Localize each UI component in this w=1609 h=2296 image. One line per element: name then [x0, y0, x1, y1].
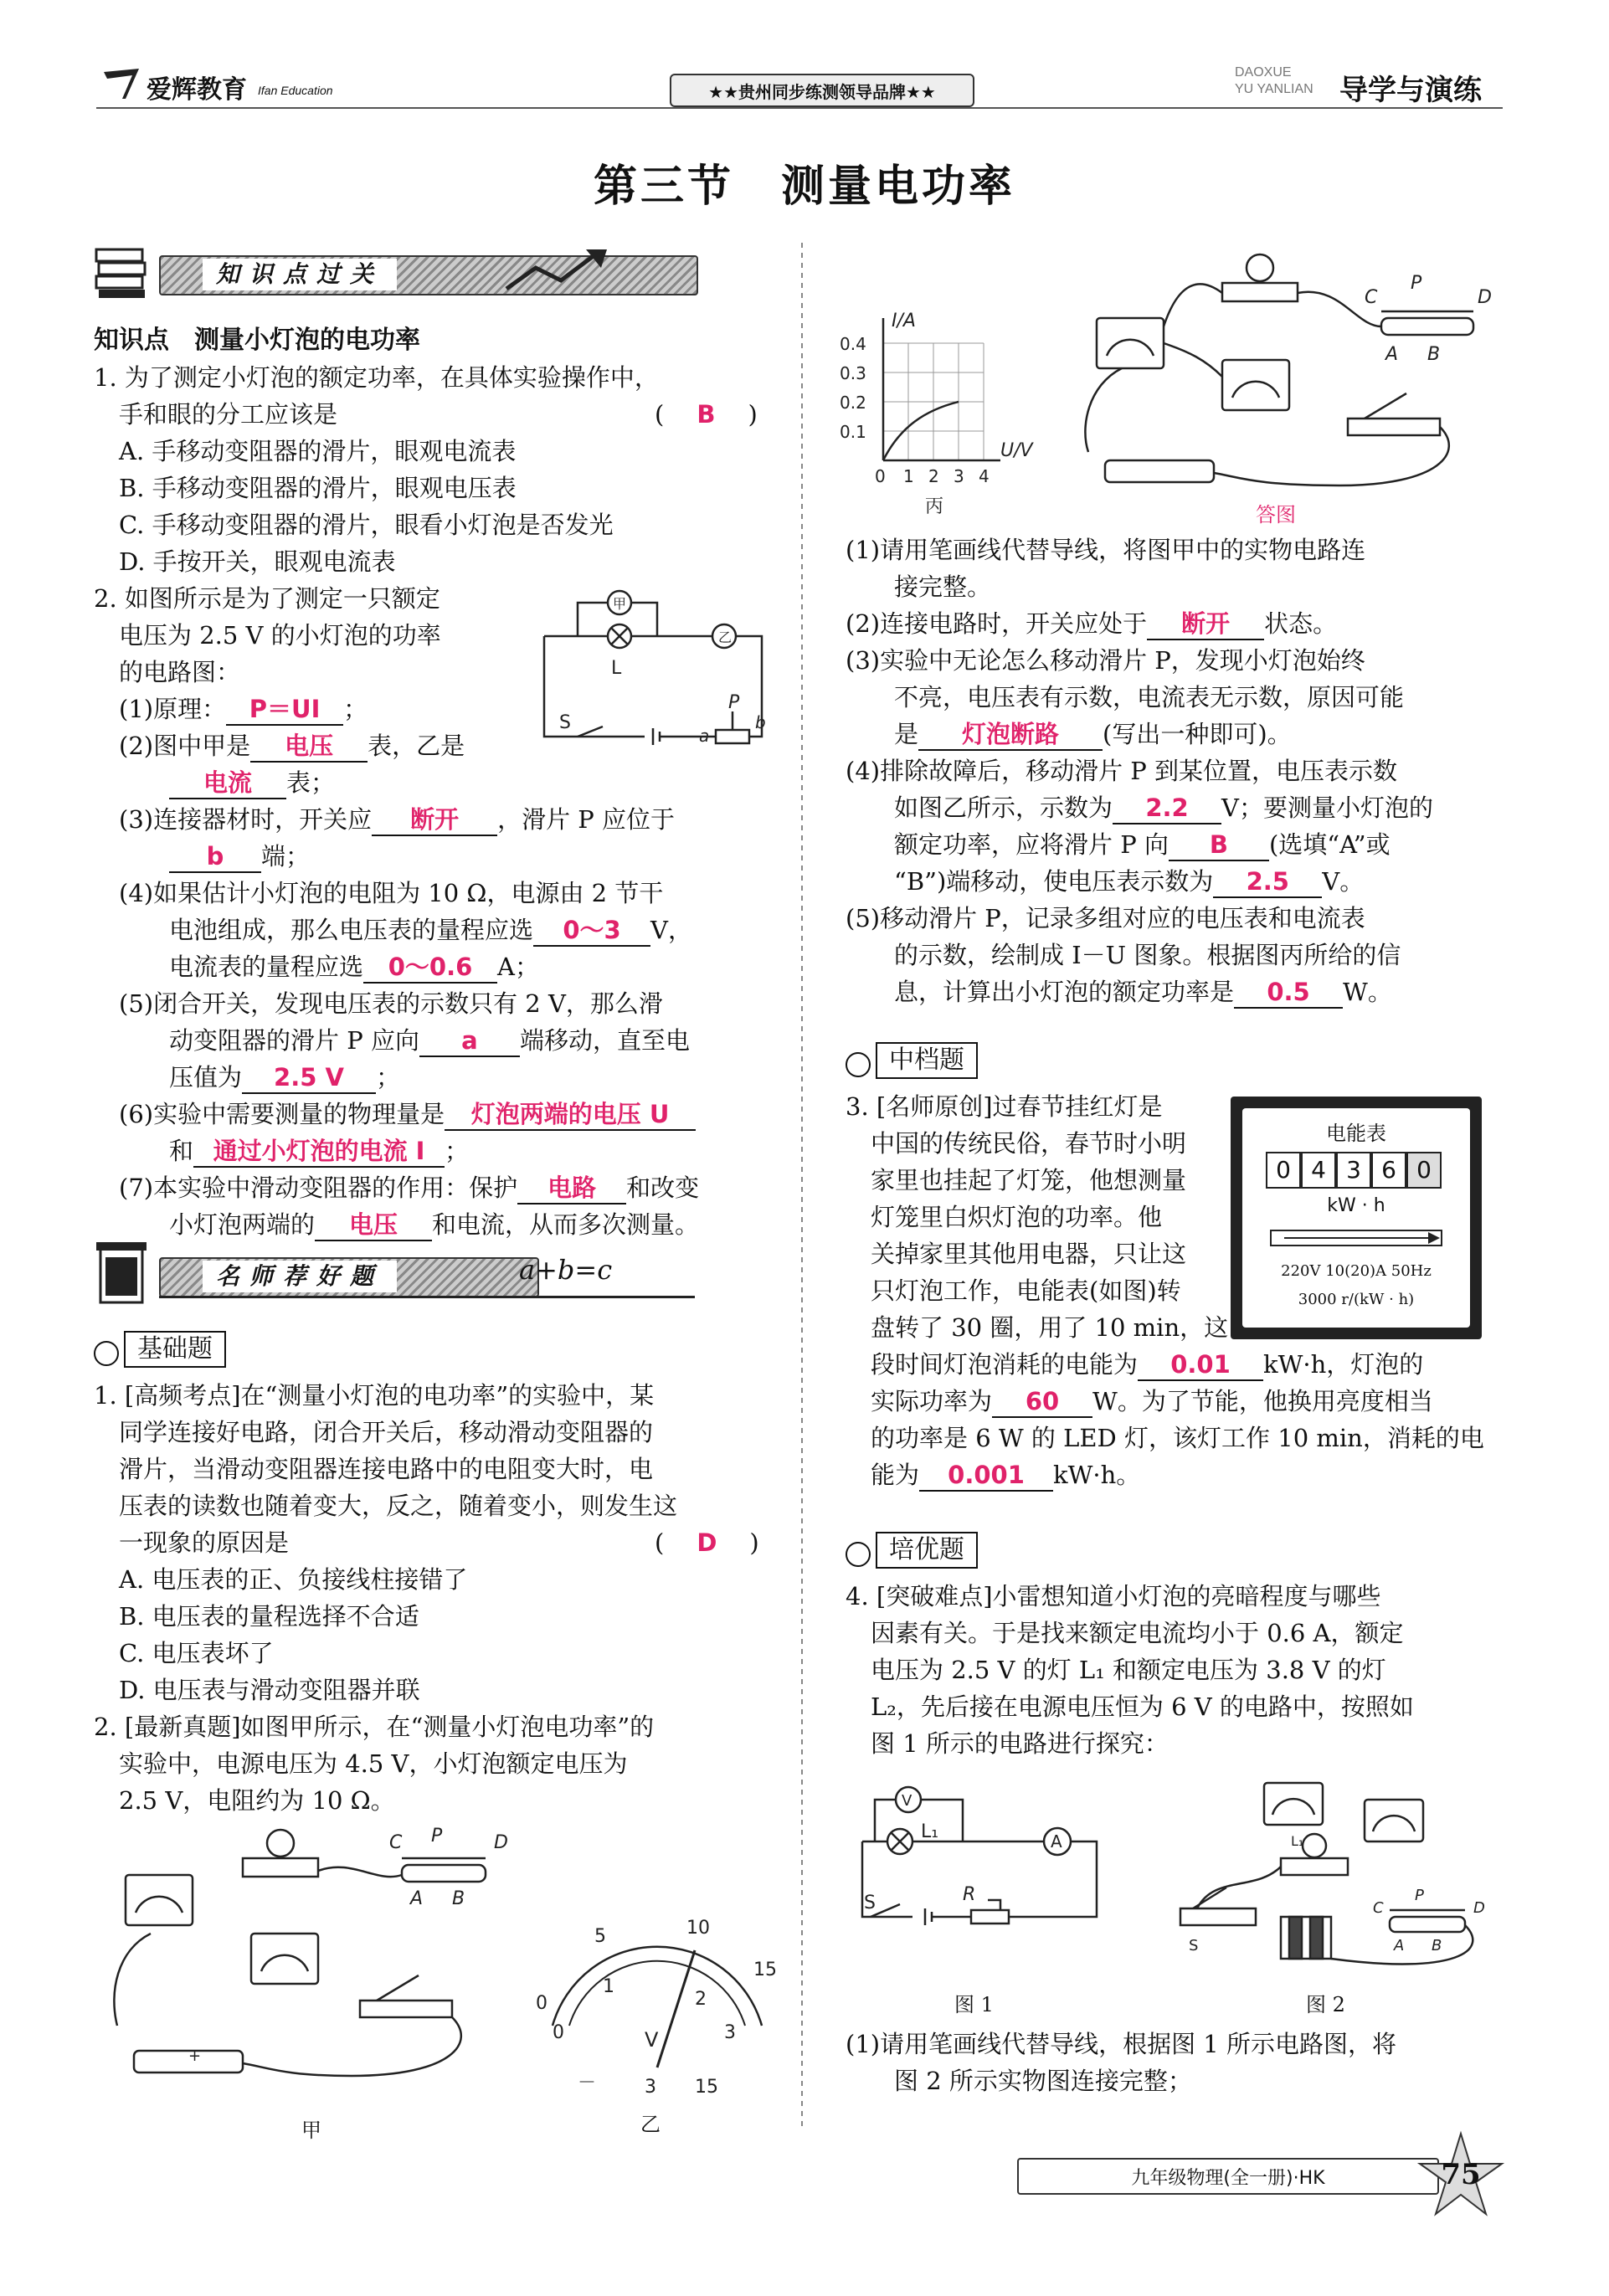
right-column-q4-s1 — [846, 2026, 1532, 2099]
svg-text:C: C — [389, 1832, 403, 1853]
lightbulb-icon — [846, 1052, 871, 1077]
rq2-s4-line2 — [846, 789, 1515, 826]
left-column-bottom — [94, 1377, 763, 1819]
kp-q2-s5-pre2: 压值为 — [169, 1063, 243, 1091]
kp-q2-s6-line2 — [94, 1133, 763, 1169]
kp-q2-s6-pre: (6)实验中需要测量的物理量是 — [119, 1100, 445, 1128]
svg-text:S: S — [1189, 1937, 1199, 1954]
right-column-q4 — [846, 1578, 1532, 1762]
svg-text:10: 10 — [686, 1918, 710, 1939]
rq4-line5: 图 1 所示的电路进行探究： — [871, 1729, 1169, 1758]
basic-q1-answer: D — [697, 1528, 717, 1557]
rq3-line11 — [846, 1456, 1532, 1493]
rq3-answer1: 0.01 — [1138, 1349, 1263, 1381]
basic-tag — [94, 1331, 226, 1368]
kp-q2-s5-post2: ； — [376, 1063, 401, 1091]
rq2-s5-line1: (5)移动滑片 P，记录多组对应的电压表和电流表 — [846, 904, 1365, 932]
rq2-s5-pre: 息，计算出小灯泡的额定功率是 — [894, 978, 1235, 1006]
basic-q1-option-a: A. 电压表的正、负接线柱接错了 — [119, 1565, 468, 1594]
rq2-s4-post: V；要测量小灯泡的 — [1221, 794, 1433, 822]
teacher-banner-label: 名师荐好题 — [203, 1261, 397, 1292]
svg-text:a: a — [699, 726, 710, 746]
svg-text:V: V — [902, 1792, 912, 1810]
kp-q2-s7-post: 和改变 — [626, 1174, 700, 1202]
rq2-s2 — [846, 605, 1515, 642]
rq2-s4-line4 — [846, 863, 1515, 900]
kp-q2-s5-post: 端移动，直至电 — [519, 1026, 690, 1055]
kp-q2-line3: 的电路图： — [119, 658, 241, 686]
svg-text:A: A — [410, 1888, 424, 1909]
kp-q2-s3-answer: 断开 — [372, 804, 497, 836]
kp-q2-s4-pre2: 电流表的量程应选 — [169, 953, 364, 981]
kp-q2-s4-post2: A； — [497, 953, 539, 981]
basic-q2-line1: 2. [最新真题]如图甲所示，在“测量小灯泡电功率”的 — [94, 1713, 655, 1741]
kp-q2-s3-pre: (3)连接器材时，开关应 — [119, 805, 373, 834]
rq3-line6: 只灯泡工作，电能表(如图)转 — [871, 1276, 1181, 1305]
figure-yi-voltmeter — [519, 1900, 787, 2101]
rq4-line4: L₂，先后接在电源电压恒为 6 V 的电路中，按照如 — [871, 1692, 1414, 1721]
graph-bing — [833, 310, 1051, 527]
trash-can-icon — [92, 1239, 151, 1306]
basic-q1-line1: 1. [高频考点]在“测量小灯泡的电功率”的实验中，某 — [94, 1381, 655, 1410]
svg-text:3: 3 — [645, 2077, 656, 2098]
svg-text:B: B — [1427, 344, 1441, 365]
left-column-top — [94, 322, 763, 1243]
kp-q2-s5-line1: (5)闭合开关，发现电压表的示数只有 2 V，那么滑 — [119, 989, 663, 1018]
kp-q2-s7-line2 — [94, 1206, 763, 1243]
svg-text:D: D — [1473, 1899, 1485, 1917]
kp-q2-s3-answer2: b — [169, 841, 261, 873]
page-title: 第三节 测量电功率 — [593, 162, 1015, 212]
energy-meter-face — [1242, 1108, 1470, 1328]
figure-jia-apparatus — [100, 1825, 519, 2109]
svg-text:0: 0 — [553, 2022, 564, 2043]
svg-text:P: P — [1411, 273, 1422, 294]
kp-q1-option-c: C. 手移动变阻器的滑片，眼看小灯泡是否发光 — [119, 511, 614, 539]
energy-meter — [1231, 1097, 1482, 1339]
svg-text:D: D — [494, 1832, 508, 1853]
kp-q2-s7-answer: 电路 — [517, 1173, 626, 1205]
svg-text:S: S — [559, 712, 571, 733]
svg-text:15: 15 — [695, 2077, 718, 2098]
rq3-line5: 关掉家里其他用电器，只让这 — [871, 1240, 1187, 1268]
rq2-s3-pre: 是 — [894, 720, 919, 748]
svg-text:0: 0 — [536, 1993, 547, 2014]
graph-xtick-2: 2 — [928, 466, 939, 486]
kp-q2-s4-line3 — [94, 948, 763, 985]
rq2-s5-line3 — [846, 973, 1515, 1010]
svg-text:D: D — [1478, 287, 1492, 308]
svg-text:P: P — [431, 1826, 443, 1847]
svg-text:L₁: L₁ — [1291, 1833, 1304, 1849]
kp-q2-s4-post: V， — [650, 916, 692, 944]
lightbulb-icon — [846, 1542, 871, 1567]
kp-q1-option-d: D. 手按开关，眼观电流表 — [119, 547, 396, 576]
top-tag — [846, 1532, 978, 1569]
meter-unit: kW · h — [1327, 1195, 1385, 1216]
rq2-s3-line2: 不亮，电压表有示数，电流表无示数，原因可能 — [894, 683, 1405, 711]
svg-text:5: 5 — [594, 1926, 606, 1947]
kp-q2-s5-line3 — [94, 1059, 763, 1096]
basic-q2-line2: 实验中，电源电压为 4.5 V，小灯泡额定电压为 — [119, 1749, 628, 1778]
kp-q2-s4-line1: (4)如果估计小灯泡的电阻为 10 Ω，电源由 2 节干 — [119, 879, 664, 907]
kp-q2-s5-answer2: 2.5 V — [242, 1062, 376, 1094]
kp-q2-s1-post: ； — [343, 695, 368, 723]
right-column-top — [846, 532, 1515, 1010]
kp-q2-s6-line1 — [94, 1096, 763, 1133]
kp-q2-s4-pre: 电池组成，那么电压表的量程应选 — [169, 916, 534, 944]
svg-text:乙: 乙 — [718, 629, 733, 645]
kp-q1-option-b: B. 手移动变阻器的滑片，眼观电压表 — [119, 474, 517, 502]
rq2-s5-post: W。 — [1343, 978, 1392, 1006]
page-number: 75 — [1441, 2158, 1481, 2191]
kp-q2-s5-line2 — [94, 1022, 763, 1059]
meter-digit-3: 3 — [1336, 1152, 1371, 1189]
svg-text:2: 2 — [695, 1989, 707, 2010]
mid-tag — [846, 1042, 978, 1079]
svg-text:R: R — [963, 1884, 976, 1905]
series-en-2: YU YANLIAN — [1235, 82, 1313, 96]
basic-q2-line3: 2.5 V，电阻约为 10 Ω。 — [119, 1786, 395, 1815]
kp-q1-line1: 1. 为了测定小灯泡的额定功率，在具体实验操作中， — [94, 363, 659, 392]
answer-figure-caption: 答图 — [1256, 503, 1296, 526]
svg-text:A: A — [1051, 1831, 1062, 1852]
basic-q1-line4: 压表的读数也随着变大，反之，随着变小，则发生这 — [119, 1492, 678, 1520]
rq2-s4-answer: 2.2 — [1113, 793, 1221, 824]
rq3-post3: kW·h。 — [1053, 1461, 1141, 1489]
svg-text:B: B — [1432, 1937, 1442, 1954]
meter-digit-1: 0 — [1266, 1152, 1301, 1189]
rq3-line2: 中国的传统民俗，春节时小明 — [871, 1129, 1187, 1158]
kp-q1-bracket: ( B ) — [655, 400, 758, 429]
kp-q1-option-a: A. 手移动变阻器的滑片，眼观电流表 — [119, 437, 517, 465]
answer-figure-apparatus — [1072, 251, 1507, 502]
graph-xtick-0: 0 — [875, 466, 886, 486]
kp-q2-s3 — [94, 801, 763, 838]
rq3-answer2: 60 — [992, 1386, 1092, 1418]
svg-text:P: P — [728, 692, 740, 713]
kp-q2-s2-answer: 电压 — [250, 731, 368, 763]
graph-ytick-0-2: 0.2 — [840, 393, 866, 413]
kp-q2-s7-answer2: 电压 — [315, 1210, 432, 1241]
rq2-s2-answer: 断开 — [1147, 609, 1264, 640]
svg-text:S: S — [864, 1893, 876, 1913]
slogan-badge: ★★贵州同步练测领导品牌★★ — [670, 74, 974, 107]
basic-q1-option-b: B. 电压表的量程选择不合适 — [119, 1602, 419, 1631]
rq2-s4-pre3: “B”)端移动，使电压表示数为 — [894, 867, 1214, 896]
figure-2-apparatus — [1164, 1766, 1498, 1984]
graph-ylabel: I/A — [892, 311, 916, 331]
rq3-post2: W。为了节能，他换用亮度相当 — [1092, 1387, 1433, 1415]
brand-name-en: Ifan Education — [258, 84, 333, 97]
figure-1-caption: 图 1 — [954, 1993, 994, 2016]
graph-ytick-0-4: 0.4 — [840, 334, 866, 354]
series-title: 导学与演练 — [1339, 74, 1482, 107]
rq2-s4-pre2: 额定功率，应将滑片 P 向 — [894, 830, 1169, 859]
kp-q2-s2-post: 表； — [286, 768, 336, 797]
kp-q2-s5-pre: 动变阻器的滑片 P 应向 — [169, 1026, 419, 1055]
rq4-line1: 4. [突破难点]小雷想知道小灯泡的亮暗程度与哪些 — [846, 1582, 1381, 1610]
kp-q2-s7-post2: 和电流，从而多次测量。 — [432, 1210, 700, 1239]
column-divider — [801, 243, 803, 2126]
svg-text:A: A — [1394, 1937, 1405, 1954]
lightbulb-icon — [94, 1341, 119, 1366]
svg-text:A: A — [1385, 344, 1399, 365]
svg-text:15: 15 — [753, 1960, 777, 1980]
graph-ytick-0-1: 0.1 — [840, 422, 866, 442]
figure-jia-caption: 甲 — [301, 2119, 321, 2142]
meter-spec2: 3000 r/(kW · h) — [1298, 1291, 1415, 1308]
rq3-pre3: 能为 — [871, 1461, 920, 1489]
kp-q2-s1-pre: (1)原理： — [119, 695, 227, 723]
kp-q2-s3-mid: ，滑片 P 应位于 — [497, 805, 676, 834]
formula-label: a+b=c — [519, 1254, 613, 1286]
kp-q2-line2: 电压为 2.5 V 的小灯泡的功率 — [119, 621, 441, 650]
rq3-line4: 灯笼里白炽灯泡的功率。他 — [871, 1203, 1163, 1231]
rq2-s3-line1: (3)实验中无论怎么移动滑片 P，发现小灯泡始终 — [846, 646, 1365, 675]
svg-text:b: b — [755, 712, 766, 732]
kp-q2-s2b — [94, 764, 763, 801]
meter-digit-2: 4 — [1301, 1152, 1336, 1189]
kp-q2-s6-pre2: 和 — [169, 1137, 194, 1165]
footer-book-label: 九年级物理(全一册)·HK — [1017, 2158, 1439, 2195]
rq3-post1: kW·h，灯泡的 — [1263, 1350, 1424, 1379]
figure-1-circuit — [846, 1775, 1122, 1975]
svg-text:3: 3 — [724, 2022, 736, 2043]
series-en-1: DAOXUE — [1235, 65, 1292, 80]
kp-q1-line2 — [94, 396, 763, 433]
trend-arrow-icon — [502, 243, 619, 293]
rq2-s2-pre: (2)连接电路时，开关应处于 — [846, 609, 1148, 638]
kp-q2-s6-answer: 灯泡两端的电压 U — [445, 1099, 696, 1131]
rq2-s4-line3 — [846, 826, 1515, 863]
kp-q2-s2-answer2: 电流 — [169, 768, 286, 799]
basic-q1-option-d: D. 电压表与滑动变阻器并联 — [119, 1676, 420, 1704]
rq4-s1-line1: (1)请用笔画线代替导线，根据图 1 所示电路图，将 — [846, 2030, 1396, 2058]
books-icon — [92, 243, 151, 301]
svg-text:V: V — [645, 2028, 659, 2052]
basic-q1-stem: 一现象的原因是 — [119, 1528, 290, 1557]
basic-q1-line2: 同学连接好电路，闭合开关后，移动滑动变阻器的 — [119, 1418, 654, 1446]
svg-text:L: L — [611, 658, 622, 679]
meter-spec1: 220V 10(20)A 50Hz — [1281, 1262, 1432, 1280]
rq2-s3-line3 — [846, 716, 1515, 752]
mid-tag-label: 中档题 — [876, 1042, 978, 1079]
basic-q1-line5 — [94, 1524, 763, 1561]
graph-caption: 丙 — [925, 496, 944, 517]
basic-tag-label: 基础题 — [124, 1331, 226, 1368]
rq2-s5-answer: 0.5 — [1234, 977, 1343, 1009]
kp-q2-s3-post: 端； — [261, 842, 311, 871]
svg-text:L₁: L₁ — [921, 1821, 939, 1842]
svg-text:B: B — [452, 1888, 465, 1909]
meter-digit-5: 0 — [1406, 1152, 1442, 1189]
kp-q2-s3b — [94, 838, 763, 875]
basic-q1-bracket: ( D ) — [655, 1528, 759, 1557]
basic-q1-line3: 滑片，当滑动变阻器连接电路中的电阻变大时，电 — [119, 1455, 654, 1483]
rq3-answer3: 0.001 — [919, 1460, 1053, 1492]
kp-q2-s6-answer2: 通过小灯泡的电流 I — [193, 1136, 445, 1168]
rq4-line2: 因素有关。于是找来额定电流均小于 0.6 A，额定 — [871, 1619, 1404, 1647]
kp-q2-circuit-diagram — [527, 578, 779, 753]
teacher-banner — [159, 1257, 539, 1297]
meter-disc-icon — [1267, 1227, 1445, 1249]
kp-q2-s4-line2 — [94, 912, 763, 948]
kp-q1-stem: 手和眼的分工应该是 — [119, 400, 338, 429]
meter-title: 电能表 — [1326, 1122, 1386, 1145]
rq2-s1-line2: 接完整。 — [894, 573, 992, 601]
rq2-s3-post: (写出一种即可)。 — [1103, 720, 1292, 748]
figure-yi-caption: 乙 — [640, 2113, 661, 2136]
svg-text:－: － — [578, 2073, 597, 2093]
kp-q2-s4-answer: 0～3 — [533, 915, 650, 947]
kp-q2-s2-pre: (2)图中甲是 — [119, 732, 251, 760]
rq3-line3: 家里也挂起了灯笼，他想测量 — [871, 1166, 1187, 1194]
kp-q2-s7-line1 — [94, 1169, 763, 1206]
brand-logo-icon — [100, 65, 142, 102]
rq2-s1-line1: (1)请用笔画线代替导线，将图甲中的实物电路连 — [846, 536, 1366, 564]
rq3-line7: 盘转了 30 圈，用了 10 min，这 — [871, 1313, 1229, 1342]
rq3-pre2: 实际功率为 — [871, 1387, 993, 1415]
rq4-s1-line2: 图 2 所示实物图连接完整； — [894, 2067, 1192, 2095]
kp-q2-line1: 2. 如图所示是为了测定一只额定 — [94, 584, 440, 613]
graph-xtick-3: 3 — [954, 466, 964, 486]
graph-xlabel: U/V — [1000, 440, 1033, 461]
rq2-s4-pre: 如图乙所示，示数为 — [894, 794, 1113, 822]
svg-text:P: P — [1415, 1887, 1424, 1904]
knowledge-banner-label: 知识点过关 — [203, 259, 397, 290]
rq3-line1: 3. [名师原创]过春节挂红灯是 — [846, 1092, 1163, 1121]
rq2-s4-line1: (4)排除故障后，移动滑片 P 到某位置，电压表示数 — [846, 757, 1398, 785]
rq2-s4-post2: (选填“A”或 — [1268, 830, 1391, 859]
knowledge-heading: 知识点 测量小灯泡的电功率 — [94, 326, 420, 355]
svg-text:1: 1 — [603, 1976, 614, 1997]
rq2-s3-answer: 灯泡断路 — [918, 719, 1103, 751]
kp-q2-s7-pre2: 小灯泡两端的 — [169, 1210, 316, 1239]
top-tag-label: 培优题 — [876, 1532, 978, 1569]
kp-q2-s7-pre: (7)本实验中滑动变阻器的作用：保护 — [119, 1174, 518, 1202]
basic-q1-option-c: C. 电压表坏了 — [119, 1639, 274, 1667]
rq2-s4-answer2: B — [1169, 830, 1269, 861]
kp-q1-answer: B — [697, 400, 716, 429]
graph-xtick-4: 4 — [979, 466, 990, 486]
kp-q2-s1-answer: P＝UI — [226, 694, 343, 726]
svg-text:C: C — [1373, 1899, 1384, 1917]
kp-q2-s6-post2: ； — [445, 1137, 470, 1165]
svg-text:+: + — [188, 2047, 202, 2065]
figure-2-caption: 图 2 — [1306, 1993, 1345, 2016]
rq3-line8 — [846, 1346, 1532, 1383]
meter-digit-4: 6 — [1371, 1152, 1406, 1189]
svg-text:甲: 甲 — [613, 596, 627, 612]
rq2-s4-answer3: 2.5 — [1213, 866, 1322, 898]
rq3-line9 — [846, 1383, 1532, 1420]
svg-text:C: C — [1365, 287, 1378, 308]
kp-q2-s5-answer: a — [419, 1025, 520, 1057]
rq2-s2-post: 状态。 — [1264, 609, 1338, 638]
header-rule — [96, 107, 1503, 109]
rq2-s4-post3: V。 — [1322, 867, 1365, 896]
rq4-line3: 电压为 2.5 V 的灯 L₁ 和额定电压为 3.8 V 的灯 — [871, 1656, 1386, 1684]
rq3-pre1: 段时间灯泡消耗的电能为 — [871, 1350, 1139, 1379]
rq3-line10: 的功率是 6 W 的 LED 灯，该灯工作 10 min，消耗的电 — [871, 1424, 1484, 1452]
kp-q2-s4-answer2: 0～0.6 — [363, 952, 497, 984]
kp-q2-s2-mid: 表，乙是 — [368, 732, 465, 760]
meter-digits — [1266, 1152, 1442, 1189]
graph-ytick-0-3: 0.3 — [840, 363, 866, 383]
brand-name: 爱辉教育 — [147, 75, 247, 105]
graph-xtick-1: 1 — [903, 466, 914, 486]
banner-underline — [159, 1296, 695, 1298]
rq2-s5-line2: 的示数，绘制成 I－U 图象。根据图丙所给的信 — [894, 941, 1401, 969]
